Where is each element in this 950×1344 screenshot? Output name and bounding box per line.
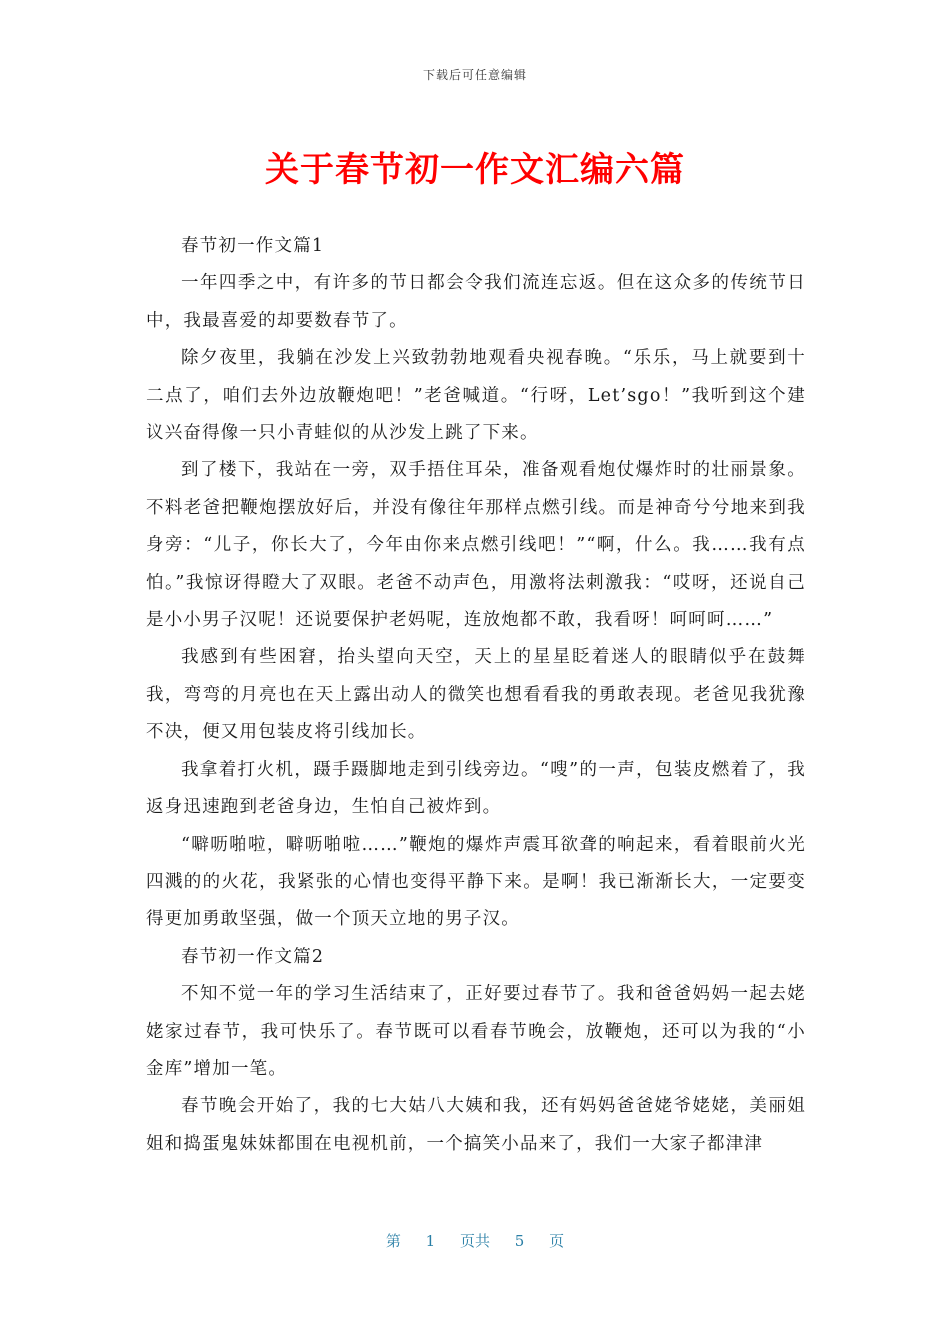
paragraph: 春节晚会开始了，我的七大姑八大姨和我，还有妈妈爸爸姥爷姥姥，美丽姐姐和捣蛋鬼妹妹都围在电视机前，一个搞笑小品来了，我们一大家子都津津 [146, 1096, 806, 1154]
footer-page-number: 1 [425, 1232, 436, 1250]
paragraph: 除夕夜里，我躺在沙发上兴致勃勃地观看央视春晚。“乐乐，马上就要到十二点了，咱们去外边放鞭炮吧！”老爸喊道。“行呀，Let’sgo！”我听到这个建议兴奋得像一只小青蛙似的从沙发上跳了下来。 [146, 348, 806, 444]
paragraph: 到了楼下，我站在一旁，双手捂住耳朵，准备观看炮仗爆炸时的壮丽景象。不料老爸把鞭炮摆放好后，并没有像往年那样点燃引线。而是神奇兮兮地来到我身旁：“儿子，你长大了，今年由你来点燃引线吧！”“啊，什么。我……我有点怕。”我惊讶得瞪大了双眼。老爸不动声色，用激将法刺激我：“哎呀，还说自己是小小男子汉呢！还说要保护老妈呢，连放炮都不敢，我看呀！呵呵呵……” [146, 460, 806, 631]
document-body [146, 228, 806, 1163]
section-heading: 春节初一作文篇1 [181, 236, 325, 256]
footer-suffix: 页 [549, 1232, 565, 1250]
paragraph: “噼呖啪啦，噼呖啪啦……”鞭炮的爆炸声震耳欲聋的响起来，看着眼前火光四溅的的火花，我紧张的心情也变得平静下来。是啊！我已渐渐长大，一定要变得更加勇敢坚强，做一个顶天立地的男子汉。 [146, 834, 806, 930]
paragraph: 我感到有些困窘，抬头望向天空，天上的星星眨着迷人的眼睛似乎在鼓舞我，弯弯的月亮也在天上露出动人的微笑也想看看我的勇敢表现。老爸见我犹豫不决，便又用包装皮将引线加长。 [146, 647, 806, 743]
paragraph: 不知不觉一年的学习生活结束了，正好要过春节了。我和爸爸妈妈一起去姥姥家过春节，我可快乐了。春节既可以看春节晚会，放鞭炮，还可以为我的“小金库”增加一笔。 [146, 984, 806, 1079]
document-title: 关于春节初一作文汇编六篇 [265, 150, 685, 190]
paragraph: 我拿着打火机，蹑手蹑脚地走到引线旁边。“嗖”的一声，包装皮燃着了，我返身迅速跑到老爸身边，生怕自己被炸到。 [146, 759, 806, 818]
footer-total-pages: 5 [514, 1232, 525, 1250]
page-footer [0, 1230, 950, 1251]
section-heading: 春节初一作文篇2 [181, 946, 325, 967]
footer-middle: 页共 [459, 1232, 490, 1250]
header-note: 下载后可任意编辑 [422, 68, 527, 82]
paragraph: 一年四季之中，有许多的节日都会令我们流连忘返。但在这众多的传统节日中，我最喜爱的却要数春节了。 [146, 273, 806, 331]
footer-prefix: 第 [385, 1232, 401, 1250]
